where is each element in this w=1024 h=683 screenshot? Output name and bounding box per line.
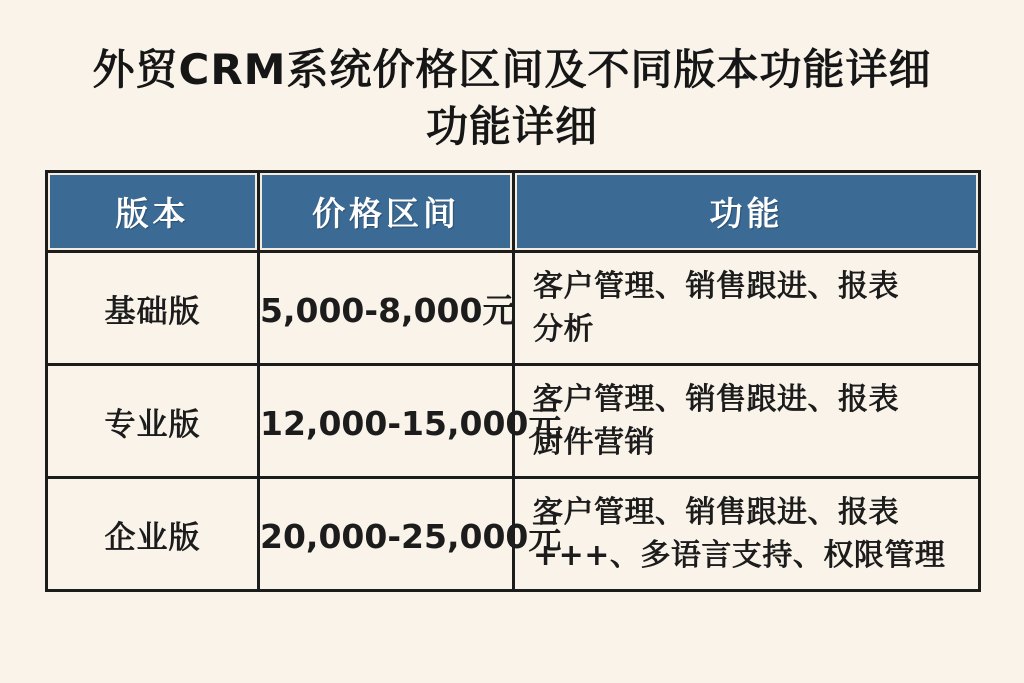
features-line2: 分析 — [533, 312, 594, 347]
version-cell: 基础版 — [47, 252, 259, 365]
column-header-version: 版本 — [47, 172, 259, 252]
column-header-price: 价格区间 — [259, 172, 514, 252]
features-cell — [514, 478, 980, 591]
features-line1: 客户管理、销售跟进、报表 — [533, 381, 899, 417]
features-cell — [514, 365, 980, 478]
price-cell: 20,000-25,000元 — [259, 478, 514, 591]
version-cell: 企业版 — [47, 478, 259, 591]
table-row — [47, 252, 980, 365]
features-line1: 客户管理、销售跟进、报表 — [533, 494, 899, 530]
version-cell: 专业版 — [47, 365, 259, 478]
page-title-line2: 功能详细 — [425, 101, 598, 151]
pricing-table — [45, 170, 981, 592]
price-cell: 5,000-8,000元 — [259, 252, 514, 365]
table-row — [47, 478, 980, 591]
features-line2: 厨件营销 — [533, 425, 655, 460]
price-cell: 12,000-15,000元 — [259, 365, 514, 478]
table-header-row — [47, 172, 980, 252]
features-line2: +++、多语言支持、权限管理 — [533, 538, 946, 573]
features-line1: 客户管理、销售跟进、报表 — [533, 268, 899, 304]
page-title-line1: 外贸CRM系统价格区间及不同版本功能详细 — [92, 45, 932, 94]
features-cell — [514, 252, 980, 365]
table-row — [47, 365, 980, 478]
column-header-features: 功能 — [514, 172, 980, 252]
page-title — [0, 0, 1024, 155]
